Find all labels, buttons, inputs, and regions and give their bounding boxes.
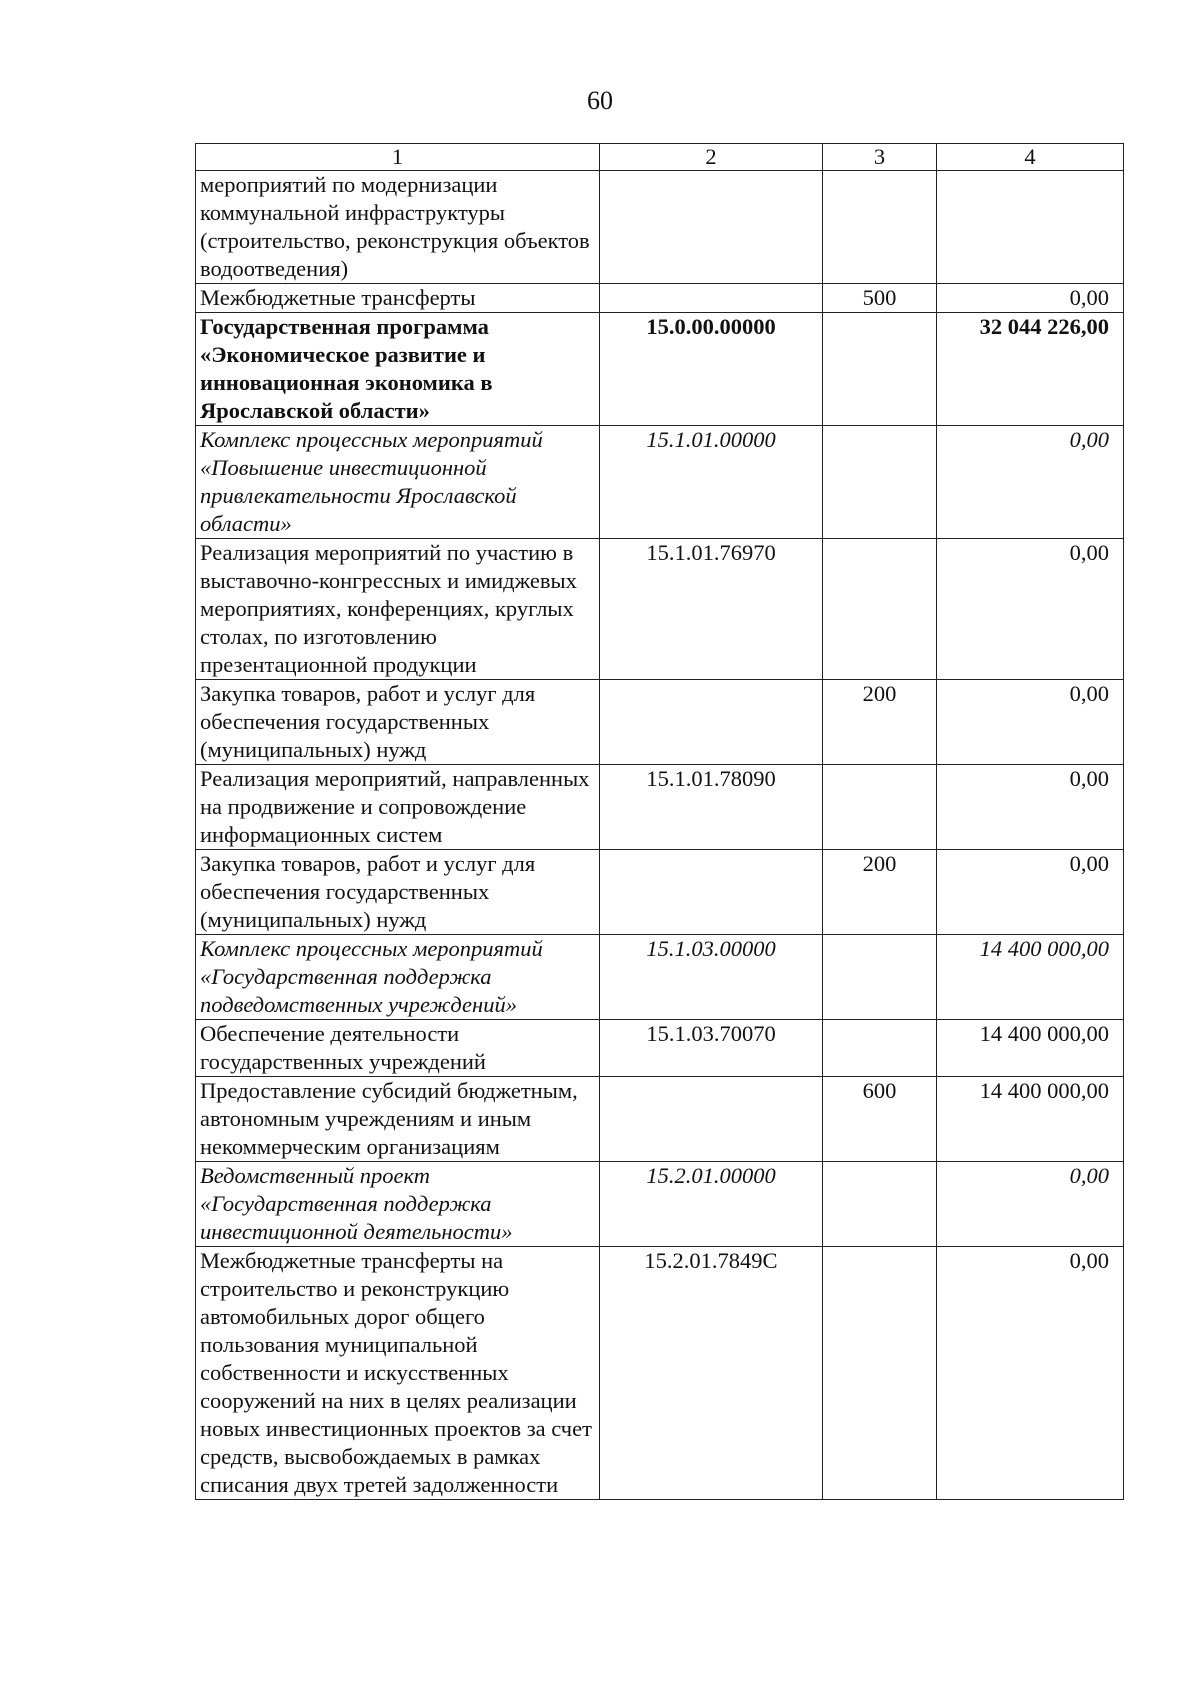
row-name-cell: Межбюджетные трансферты на строительство и реконструкцию автомобильных дорог общего пользования муниципальной собственности и искусственных сооружений на них в целях реализации новых инвестиционных проектов за счет средств, высвобождаемых в рамках списания двух третей задолженности <box>196 1247 600 1500</box>
table-row <box>196 1020 1124 1077</box>
page-number: 60 <box>587 86 613 115</box>
table-row <box>196 1077 1124 1162</box>
table-header-row <box>196 144 1124 171</box>
column-header-4: 4 <box>937 144 1124 171</box>
table-row <box>196 765 1124 850</box>
row-expense-type-cell <box>823 313 937 426</box>
row-name-cell: Обеспечение деятельности государственных учреждений <box>196 1020 600 1077</box>
row-amount-cell: 14 400 000,00 <box>937 1020 1124 1077</box>
column-header-2: 2 <box>600 144 823 171</box>
row-expense-type-cell <box>823 426 937 539</box>
row-code-cell <box>600 850 823 935</box>
table-body <box>196 171 1124 1500</box>
row-expense-type-cell <box>823 1247 937 1500</box>
row-code-cell <box>600 284 823 313</box>
row-expense-type-cell: 200 <box>823 850 937 935</box>
budget-table <box>195 143 1124 1500</box>
row-amount-cell <box>937 171 1124 284</box>
row-name-cell: Предоставление субсидий бюджетным, автономным учреждениям и иным некоммерческим организациям <box>196 1077 600 1162</box>
row-expense-type-cell <box>823 935 937 1020</box>
row-expense-type-cell: 600 <box>823 1077 937 1162</box>
row-amount-cell: 0,00 <box>937 539 1124 680</box>
column-header-3: 3 <box>823 144 937 171</box>
row-name-cell: Комплекс процессных мероприятий «Повышение инвестиционной привлекательности Ярославской области» <box>196 426 600 539</box>
row-amount-cell: 0,00 <box>937 680 1124 765</box>
row-expense-type-cell: 500 <box>823 284 937 313</box>
row-code-cell: 15.1.03.00000 <box>600 935 823 1020</box>
row-name-cell: Ведомственный проект «Государственная поддержка инвестиционной деятельности» <box>196 1162 600 1247</box>
row-amount-cell: 0,00 <box>937 1247 1124 1500</box>
row-amount-cell: 0,00 <box>937 426 1124 539</box>
row-name-cell: Закупка товаров, работ и услуг для обеспечения государственных (муниципальных) нужд <box>196 680 600 765</box>
row-name-cell: Закупка товаров, работ и услуг для обеспечения государственных (муниципальных) нужд <box>196 850 600 935</box>
table-row <box>196 539 1124 680</box>
row-code-cell <box>600 1077 823 1162</box>
row-name-cell: Государственная программа «Экономическое развитие и инновационная экономика в Ярославской области» <box>196 313 600 426</box>
row-expense-type-cell: 200 <box>823 680 937 765</box>
row-expense-type-cell <box>823 1162 937 1247</box>
row-amount-cell: 0,00 <box>937 1162 1124 1247</box>
row-code-cell: 15.1.01.78090 <box>600 765 823 850</box>
row-name-cell: Комплекс процессных мероприятий «Государственная поддержка подведомственных учреждений» <box>196 935 600 1020</box>
row-code-cell: 15.2.01.00000 <box>600 1162 823 1247</box>
row-amount-cell: 14 400 000,00 <box>937 935 1124 1020</box>
table-row <box>196 1247 1124 1500</box>
row-amount-cell: 0,00 <box>937 765 1124 850</box>
row-amount-cell: 0,00 <box>937 284 1124 313</box>
table-row <box>196 426 1124 539</box>
table-row <box>196 935 1124 1020</box>
row-amount-cell: 14 400 000,00 <box>937 1077 1124 1162</box>
row-name-cell: Реализация мероприятий, направленных на продвижение и сопровождение информационных систем <box>196 765 600 850</box>
row-code-cell: 15.2.01.7849С <box>600 1247 823 1500</box>
table-row <box>196 284 1124 313</box>
row-name-cell: Реализация мероприятий по участию в выставочно-конгрессных и имиджевых мероприятиях, конференциях, круглых столах, по изготовлению презентационной продукции <box>196 539 600 680</box>
row-expense-type-cell <box>823 765 937 850</box>
row-name-cell: Межбюджетные трансферты <box>196 284 600 313</box>
row-amount-cell: 0,00 <box>937 850 1124 935</box>
row-code-cell: 15.1.03.70070 <box>600 1020 823 1077</box>
row-code-cell <box>600 680 823 765</box>
row-expense-type-cell <box>823 539 937 680</box>
row-code-cell <box>600 171 823 284</box>
table-row <box>196 171 1124 284</box>
table-row <box>196 1162 1124 1247</box>
table-row <box>196 850 1124 935</box>
row-name-cell: мероприятий по модернизации коммунальной инфраструктуры (строительство, реконструкция объектов водоотведения) <box>196 171 600 284</box>
column-header-1: 1 <box>196 144 600 171</box>
row-expense-type-cell <box>823 1020 937 1077</box>
row-amount-cell: 32 044 226,00 <box>937 313 1124 426</box>
row-code-cell: 15.1.01.00000 <box>600 426 823 539</box>
row-code-cell: 15.1.01.76970 <box>600 539 823 680</box>
row-expense-type-cell <box>823 171 937 284</box>
table-row <box>196 680 1124 765</box>
table-row <box>196 313 1124 426</box>
row-code-cell: 15.0.00.00000 <box>600 313 823 426</box>
